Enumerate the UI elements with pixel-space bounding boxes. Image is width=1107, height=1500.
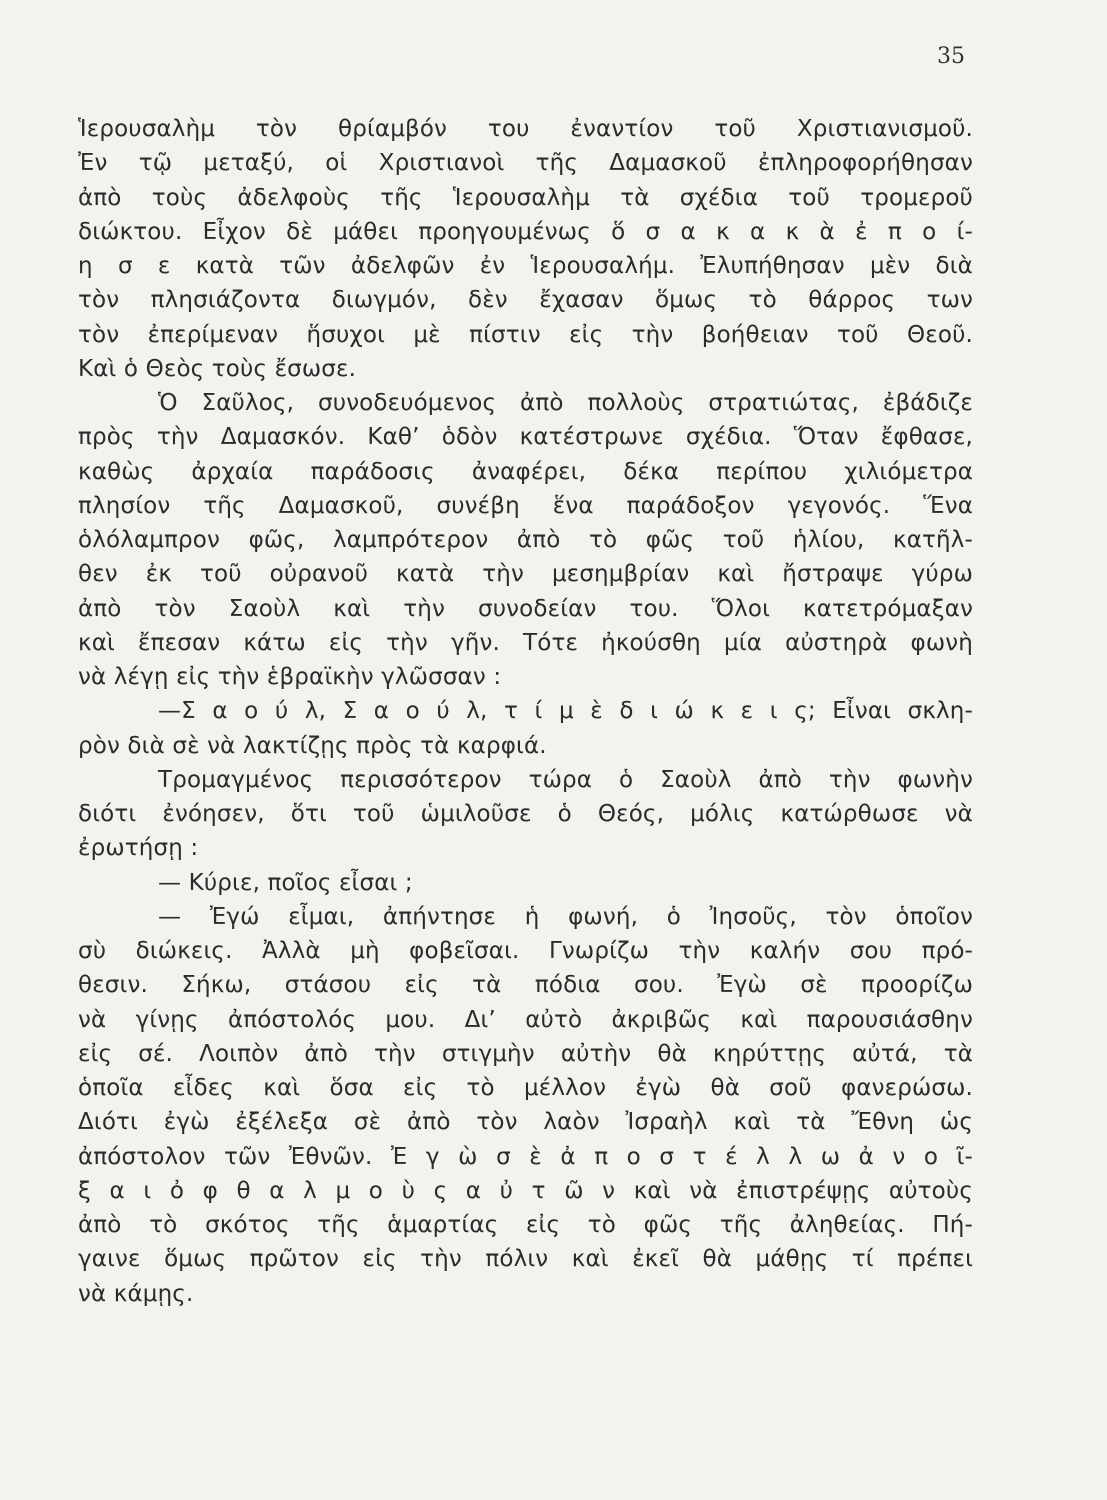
text-line: θεσιν. Σήκω, στάσου εἰς τὰ πόδια σου. Ἐγὼ σὲ προορίζω <box>78 972 973 999</box>
text-line: καθὼς ἀρχαία παράδοσις ἀναφέρει, δέκα περίπου χιλιόμετρα <box>78 458 973 485</box>
text-line: ὁποῖα εἶδες καὶ ὅσα εἰς τὸ μέλλον ἐγὼ θὰ σοῦ φανερώσω. <box>78 1075 973 1101</box>
text-line: τὸν ἐπερίμεναν ἥσυχοι μὲ πίστιν εἰς τὴν βοήθειαν τοῦ Θεοῦ. <box>78 321 973 348</box>
text-body <box>78 112 973 1311</box>
text-line: ἀπὸ τὸ σκότος τῆς ἁμαρτίας εἰς τὸ φῶς τῆς ἀληθείας. Πή- <box>78 1212 973 1238</box>
text-line: καὶ ἔπεσαν κάτω εἰς τὴν γῆν. Τότε ἠκούσθη μία αὐστηρὰ φωνὴ <box>78 629 973 656</box>
text-line: πρὸς τὴν Δαμασκόν. Καθ’ ὁδὸν κατέστρωνε σχέδια. Ὅταν ἔφθασε, <box>78 424 973 451</box>
text-line: ὁλόλαμπρον φῶς, λαμπρότερον ἀπὸ τὸ φῶς τοῦ ἡλίου, κατῆλ- <box>78 527 973 553</box>
text-line: ἀπὸ τοὺς ἀδελφοὺς τῆς Ἱερουσαλὴμ τὰ σχέδια τοῦ τρομεροῦ <box>78 184 973 211</box>
text-line: ξ α ι ὀ φ θ α λ μ ο ὺ ς α ὐ τ ῶ ν καὶ νὰ ἐπιστρέψῃς αὐτοὺς <box>78 1177 973 1204</box>
text-line: γαινε ὅμως πρῶτον εἰς τὴν πόλιν καὶ ἐκεῖ θὰ μάθῃς τί πρέπει <box>78 1246 973 1273</box>
text-line: Ὁ Σαῦλος, συνοδευόμενος ἀπὸ πολλοὺς στρατιώτας, ἐβάδιζε <box>158 390 973 416</box>
text-line: Ἐν τῷ μεταξύ, οἱ Χριστιανοὶ τῆς Δαμασκοῦ ἐπληροφορήθησαν <box>78 150 973 177</box>
text-line: σὺ διώκεις. Ἀλλὰ μὴ φοβεῖσαι. Γνωρίζω τὴν καλήν σου πρό- <box>78 938 973 964</box>
text-line: πλησίον τῆς Δαμασκοῦ, συνέβη ἕνα παράδοξον γεγονός. Ἕνα <box>78 492 973 519</box>
text-line: νὰ κάμῃς. <box>78 1280 194 1307</box>
text-line: η σ ε κατὰ τῶν ἀδελφῶν ἐν Ἱερουσαλήμ. Ἐλυπήθησαν μὲν διὰ <box>78 253 973 279</box>
text-line: διώκτου. Εἶχον δὲ μάθει προηγουμένως ὅ σ α κ α κ ὰ ἐ π ο ί- <box>78 218 973 245</box>
text-line: ἀπόστολον τῶν Ἐθνῶν. Ἐ γ ὼ σ ὲ ἀ π ο σ τ έ λ λ ω ἀ ν ο ῖ- <box>78 1143 973 1170</box>
text-line: Ἱερουσαλὴμ τὸν θρίαμβόν του ἐναντίον τοῦ Χριστιανισμοῦ. <box>78 116 973 142</box>
text-line: νὰ γίνῃς ἀπόστολός μου. Δι’ αὐτὸ ἀκριβῶς καὶ παρουσιάσθην <box>78 1006 973 1033</box>
text-line: Διότι ἐγὼ ἐξέλεξα σὲ ἀπὸ τὸν λαὸν Ἰσραὴλ καὶ τὰ Ἔθνη ὡς <box>78 1109 973 1136</box>
text-line: — Ἐγώ εἶμαι, ἀπήντησε ἡ φωνή, ὁ Ἰησοῦς, τὸν ὁποῖον <box>158 903 973 930</box>
text-line: —Σ α ο ύ λ, Σ α ο ύ λ, τ ί μ ὲ δ ι ώ κ ε ι ς; Εἶναι σκλη- <box>158 698 973 725</box>
page-number: 35 <box>937 44 965 69</box>
text-line: θεν ἐκ τοῦ οὐρανοῦ κατὰ τὴν μεσημβρίαν καὶ ἤστραψε γύρω <box>78 561 973 588</box>
text-line: τὸν πλησιάζοντα διωγμόν, δὲν ἔχασαν ὅμως τὸ θάρρος των <box>78 287 973 314</box>
text-line: ἀπὸ τὸν Σαοὺλ καὶ τὴν συνοδείαν του. Ὅλοι κατετρόμαξαν <box>78 595 973 622</box>
text-line: εἰς σέ. Λοιπὸν ἀπὸ τὴν στιγμὴν αὐτὴν θὰ κηρύττῃς αὐτά, τὰ <box>78 1040 973 1067</box>
text-line: διότι ἐνόησεν, ὅτι τοῦ ὡμιλοῦσε ὁ Θεός, μόλις κατώρθωσε νὰ <box>78 801 973 827</box>
text-line: Καὶ ὁ Θεὸς τοὺς ἔσωσε. <box>78 355 357 382</box>
text-line: ρὸν διὰ σὲ νὰ λακτίζῃς πρὸς τὰ καρφιά. <box>78 732 547 759</box>
text-line: Τρομαγμένος περισσότερον τώρα ὁ Σαοὺλ ἀπὸ τὴν φωνὴν <box>158 766 973 793</box>
text-line: — Κύριε, ποῖος εἶσαι ; <box>158 869 413 896</box>
text-line: νὰ λέγῃ εἰς τὴν ἑβραϊκὴν γλῶσσαν : <box>78 664 502 690</box>
text-line: ἐρωτήσῃ : <box>78 835 199 862</box>
